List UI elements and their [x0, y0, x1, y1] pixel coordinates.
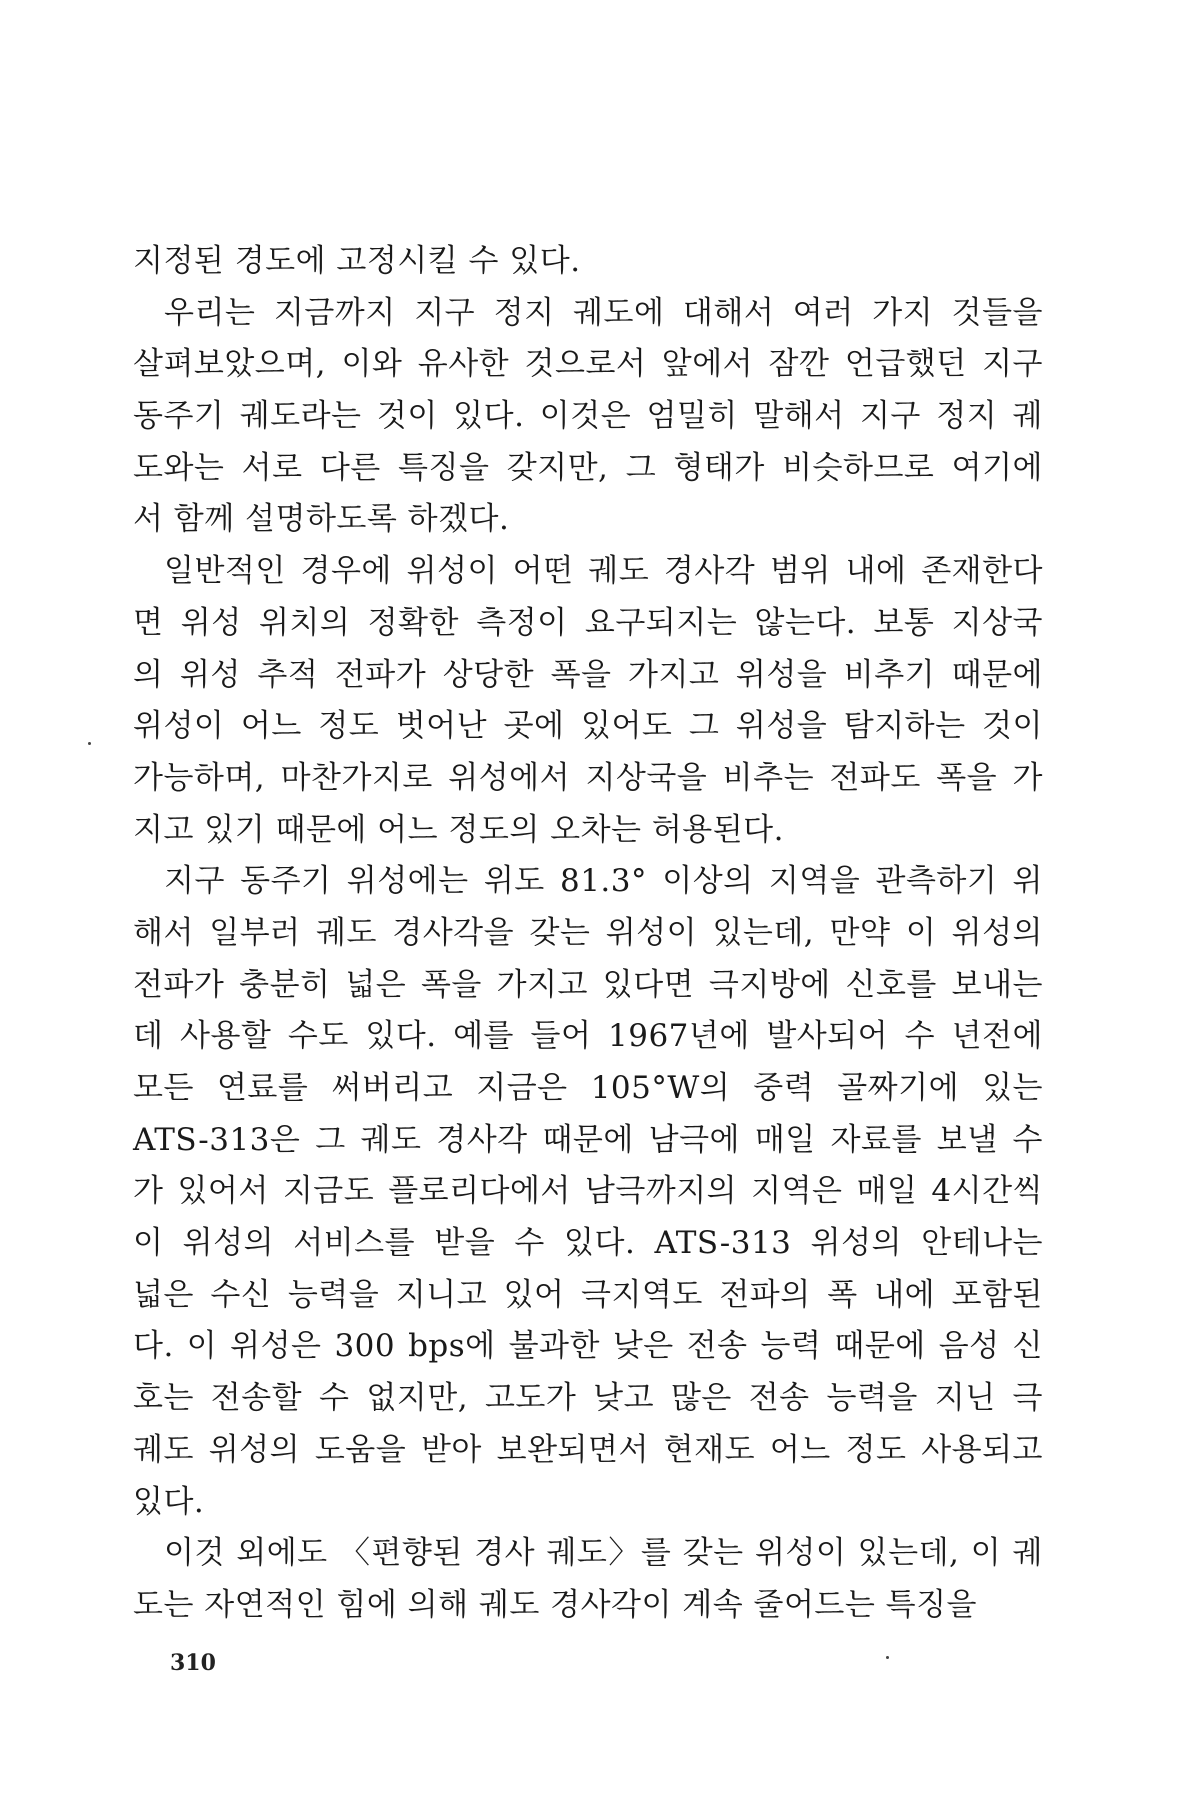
text-line: 호는 전송할 수 없지만, 고도가 낮고 많은 전송 능력을 지닌 극: [133, 1380, 1043, 1417]
text-line: 살펴보았으며, 이와 유사한 것으로서 앞에서 잠깐 언급했던 지구: [133, 346, 1043, 383]
text-line: 위성이 어느 정도 벗어난 곳에 있어도 그 위성을 탐지하는 것이: [133, 708, 1043, 745]
text-line: 이 위성의 서비스를 받을 수 있다. ATS-313 위성의 안테나는: [133, 1225, 1043, 1262]
text-line: 모든 연료를 써버리고 지금은 105°W의 중력 골짜기에 있는: [133, 1070, 1043, 1106]
text-line: 면 위성 위치의 정확한 측정이 요구되지는 않는다. 보통 지상국: [133, 604, 1043, 641]
text-line: 지정된 경도에 고정시킬 수 있다.: [133, 243, 581, 279]
text-line: 다. 이 위성은 300 bps에 불과한 낮은 전송 능력 때문에 음성 신: [133, 1328, 1043, 1365]
text-line: 있다.: [133, 1483, 205, 1520]
text-line: 궤도 위성의 도움을 받아 보완되면서 현재도 어느 정도 사용되고: [133, 1431, 1043, 1468]
text-line: 넓은 수신 능력을 지니고 있어 극지역도 전파의 폭 내에 포함된: [133, 1276, 1043, 1313]
scan-speck: [886, 1656, 889, 1659]
text-line: 데 사용할 수도 있다. 예를 들어 1967년에 발사되어 수 년전에: [133, 1018, 1043, 1055]
text-line: 일반적인 경우에 위성이 어떤 궤도 경사각 범위 내에 존재한다: [164, 553, 1043, 590]
text-line: 가능하며, 마찬가지로 위성에서 지상국을 비추는 전파도 폭을 가: [133, 759, 1043, 796]
text-line: 도는 자연적인 힘에 의해 궤도 경사각이 계속 줄어드는 특징을: [133, 1586, 977, 1623]
text-line: 해서 일부러 궤도 경사각을 갖는 위성이 있는데, 만약 이 위성의: [133, 914, 1043, 951]
text-line: 지구 동주기 위성에는 위도 81.3° 이상의 지역을 관측하기 위: [164, 863, 1043, 900]
text-line: 동주기 궤도라는 것이 있다. 이것은 엄밀히 말해서 지구 정지 궤: [133, 398, 1043, 435]
text-line: 우리는 지금까지 지구 정지 궤도에 대해서 여러 가지 것들을: [164, 294, 1043, 331]
body-text: [133, 236, 1043, 1632]
scan-speck: [88, 742, 91, 745]
text-line: 전파가 충분히 넓은 폭을 가지고 있다면 극지방에 신호를 보내는: [133, 966, 1043, 1003]
page-number: 310: [170, 1650, 216, 1676]
text-line: 의 위성 추적 전파가 상당한 폭을 가지고 위성을 비추기 때문에: [133, 656, 1043, 693]
text-line: 이것 외에도 〈편향된 경사 궤도〉를 갖는 위성이 있는데, 이 궤: [164, 1535, 1043, 1572]
text-line: 지고 있기 때문에 어느 정도의 오차는 허용된다.: [133, 811, 784, 848]
text-line: 도와는 서로 다른 특징을 갖지만, 그 형태가 비슷하므로 여기에: [133, 449, 1043, 486]
text-line: ATS-313은 그 궤도 경사각 때문에 남극에 매일 자료를 보낼 수: [133, 1121, 1043, 1158]
text-line: 가 있어서 지금도 플로리다에서 남극까지의 지역은 매일 4시간씩: [133, 1173, 1043, 1210]
text-line: 서 함께 설명하도록 하겠다.: [133, 501, 510, 538]
